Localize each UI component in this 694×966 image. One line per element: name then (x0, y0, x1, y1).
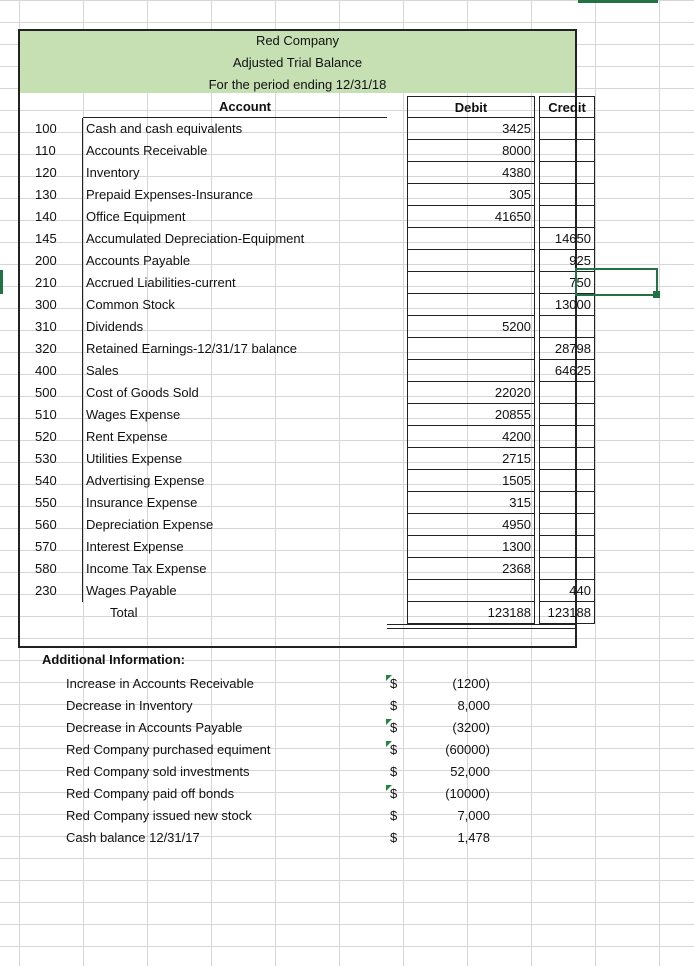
debit-cell[interactable]: 41650 (407, 206, 535, 228)
total-credit-cell[interactable]: 123188 (539, 602, 595, 624)
column-header-row (20, 96, 586, 118)
account-row (20, 140, 575, 162)
credit-cell[interactable] (539, 140, 595, 162)
error-indicator-icon[interactable] (386, 741, 392, 747)
info-label[interactable]: Cash balance 12/31/17 (66, 830, 200, 845)
account-number[interactable]: 570 (35, 539, 57, 554)
selected-cell[interactable] (575, 268, 658, 296)
account-cell-border (82, 316, 83, 338)
account-cell-border (82, 118, 83, 140)
debit-cell[interactable]: 4950 (407, 514, 535, 536)
debit-cell[interactable] (407, 228, 535, 250)
debit-cell[interactable]: 8000 (407, 140, 535, 162)
account-row (20, 382, 575, 404)
report-period: For the period ending 12/31/18 (208, 77, 387, 92)
account-number[interactable]: 145 (35, 231, 57, 246)
account-name[interactable]: Retained Earnings-12/31/17 balance (86, 341, 298, 356)
account-name[interactable]: Depreciation Expense (86, 517, 214, 532)
account-number[interactable]: 580 (35, 561, 57, 576)
credit-cell[interactable] (539, 382, 595, 404)
account-cell-border (82, 360, 83, 382)
fill-handle[interactable] (653, 291, 660, 298)
account-row (20, 294, 591, 316)
account-name[interactable]: Interest Expense (86, 539, 184, 554)
account-number[interactable]: 130 (35, 187, 57, 202)
account-row (20, 448, 575, 470)
info-currency[interactable]: $ (390, 742, 398, 757)
account-name[interactable]: Income Tax Expense (86, 561, 207, 576)
additional-info-title: Additional Information: (42, 652, 185, 667)
account-number[interactable]: 310 (35, 319, 57, 334)
account-name[interactable]: Accrued Liabilities-current (86, 275, 236, 290)
account-number[interactable]: 100 (35, 121, 57, 136)
account-number[interactable]: 560 (35, 517, 57, 532)
account-cell-border (82, 492, 83, 514)
debit-cell[interactable]: 3425 (407, 118, 535, 140)
debit-cell[interactable]: 1505 (407, 470, 535, 492)
info-amount[interactable]: (1200) (452, 676, 490, 691)
account-cell-border (82, 140, 83, 162)
credit-cell[interactable] (539, 162, 595, 184)
debit-cell[interactable]: 2715 (407, 448, 535, 470)
account-name[interactable]: Cash and cash equivalents (86, 121, 243, 136)
credit-column-header[interactable]: Credit (539, 96, 595, 118)
total-label[interactable]: Total (110, 605, 138, 620)
account-number[interactable]: 110 (35, 143, 56, 158)
debit-cell[interactable]: 1300 (407, 536, 535, 558)
account-number[interactable]: 200 (35, 253, 57, 268)
info-currency[interactable]: $ (390, 808, 398, 823)
account-cell-border (82, 162, 83, 184)
account-number[interactable]: 500 (35, 385, 57, 400)
info-amount[interactable]: 52,000 (450, 764, 490, 779)
trial-balance-header (18, 29, 577, 93)
error-indicator-icon[interactable] (386, 719, 392, 725)
debit-cell[interactable]: 5200 (407, 316, 535, 338)
account-row (20, 580, 591, 602)
debit-cell[interactable] (407, 338, 535, 360)
info-item (0, 827, 694, 849)
info-label[interactable]: Red Company issued new stock (66, 808, 252, 823)
report-title: Adjusted Trial Balance (232, 55, 363, 70)
account-row (20, 404, 575, 426)
info-label[interactable]: Increase in Accounts Receivable (66, 676, 254, 691)
company-name: Red Company (255, 33, 340, 48)
account-number[interactable]: 120 (35, 165, 57, 180)
credit-cell[interactable]: 64625 (539, 360, 595, 382)
account-cell-border (82, 558, 83, 580)
account-cell-border (82, 580, 83, 602)
account-number[interactable]: 510 (35, 407, 57, 422)
account-cell-border (82, 272, 83, 294)
account-cell-border (82, 536, 83, 558)
account-name[interactable]: Office Equipment (86, 209, 186, 224)
account-number[interactable]: 320 (35, 341, 57, 356)
debit-cell[interactable]: 22020 (407, 382, 535, 404)
info-currency[interactable]: $ (390, 830, 398, 845)
account-name[interactable]: Common Stock (86, 297, 175, 312)
account-row (20, 536, 575, 558)
account-name[interactable]: Inventory (86, 165, 140, 180)
info-item (0, 805, 694, 827)
credit-cell[interactable]: 750 (539, 272, 595, 294)
debit-cell[interactable] (407, 580, 535, 602)
account-row (20, 206, 575, 228)
credit-cell[interactable] (539, 184, 595, 206)
debit-cell[interactable]: 2368 (407, 558, 535, 580)
account-number[interactable]: 210 (35, 275, 57, 290)
info-amount[interactable]: 8,000 (457, 698, 490, 713)
info-currency[interactable]: $ (390, 786, 398, 801)
credit-cell[interactable] (539, 492, 595, 514)
account-number[interactable]: 520 (35, 429, 57, 444)
credit-cell[interactable]: 14650 (539, 228, 595, 250)
account-number[interactable]: 540 (35, 473, 57, 488)
account-cell-border (82, 228, 83, 250)
info-label[interactable]: Decrease in Accounts Payable (66, 720, 243, 735)
info-currency[interactable]: $ (390, 698, 398, 713)
debit-column-header[interactable]: Debit (407, 96, 535, 118)
debit-cell[interactable]: 20855 (407, 404, 535, 426)
error-indicator-icon[interactable] (386, 675, 392, 681)
account-cell-border (82, 448, 83, 470)
account-row (20, 184, 575, 206)
account-name[interactable]: Utilities Expense (86, 451, 183, 466)
account-name[interactable]: Wages Expense (86, 407, 181, 422)
info-item (0, 739, 694, 761)
debit-cell[interactable]: 315 (407, 492, 535, 514)
total-debit-cell[interactable]: 123188 (407, 602, 535, 624)
credit-cell[interactable]: 925 (539, 250, 595, 272)
account-row (20, 228, 591, 250)
account-name[interactable]: Cost of Goods Sold (86, 385, 199, 400)
info-item (0, 761, 694, 783)
total-double-underline (387, 624, 575, 629)
account-row (20, 316, 575, 338)
credit-cell[interactable] (539, 404, 595, 426)
account-cell-border (82, 470, 83, 492)
info-item (0, 717, 694, 739)
credit-cell[interactable] (539, 470, 595, 492)
account-number[interactable]: 230 (35, 583, 57, 598)
account-number[interactable]: 300 (35, 297, 57, 312)
info-amount[interactable]: (3200) (452, 720, 490, 735)
account-row (20, 338, 591, 360)
account-name[interactable]: Accounts Payable (86, 253, 191, 268)
debit-cell[interactable]: 4200 (407, 426, 535, 448)
info-currency[interactable]: $ (390, 720, 398, 735)
account-row (20, 558, 575, 580)
total-row (20, 602, 591, 624)
info-item (0, 783, 694, 805)
debit-cell[interactable] (407, 250, 535, 272)
credit-cell[interactable]: 28798 (539, 338, 595, 360)
info-label[interactable]: Decrease in Inventory (66, 698, 193, 713)
info-label[interactable]: Red Company paid off bonds (66, 786, 235, 801)
account-row (20, 426, 575, 448)
account-cell-border (82, 206, 83, 228)
credit-cell[interactable] (539, 206, 595, 228)
account-cell-border (82, 404, 83, 426)
account-name[interactable]: Accumulated Depreciation-Equipment (86, 231, 305, 246)
credit-cell[interactable] (539, 514, 595, 536)
info-amount[interactable]: 1,478 (457, 830, 490, 845)
account-row (20, 272, 591, 294)
credit-cell[interactable] (539, 316, 595, 338)
account-row (20, 162, 575, 184)
info-item (0, 673, 694, 695)
account-name[interactable]: Accounts Receivable (86, 143, 208, 158)
credit-cell[interactable] (539, 448, 595, 470)
account-name[interactable]: Rent Expense (86, 429, 168, 444)
account-number[interactable]: 530 (35, 451, 57, 466)
info-currency[interactable]: $ (390, 764, 398, 779)
account-column-header[interactable]: Account (219, 99, 271, 114)
debit-cell[interactable] (407, 360, 535, 382)
account-name[interactable]: Prepaid Expenses-Insurance (86, 187, 253, 202)
account-name[interactable]: Advertising Expense (86, 473, 205, 488)
credit-cell[interactable]: 440 (539, 580, 595, 602)
credit-cell[interactable]: 13000 (539, 294, 595, 316)
account-row (20, 492, 575, 514)
account-cell-border (82, 426, 83, 448)
debit-cell[interactable] (407, 294, 535, 316)
info-label[interactable]: Red Company purchased equiment (66, 742, 271, 757)
account-cell-border (82, 184, 83, 206)
account-name[interactable]: Wages Payable (86, 583, 177, 598)
account-row (20, 514, 575, 536)
credit-cell[interactable] (539, 118, 595, 140)
debit-cell[interactable]: 305 (407, 184, 535, 206)
account-number[interactable]: 400 (35, 363, 57, 378)
debit-cell[interactable] (407, 272, 535, 294)
account-number[interactable]: 140 (35, 209, 57, 224)
row-selection-indicator (0, 270, 3, 294)
account-cell-border (82, 514, 83, 536)
info-item (0, 695, 694, 717)
credit-cell[interactable] (539, 426, 595, 448)
account-cell-border (82, 250, 83, 272)
account-name[interactable]: Insurance Expense (86, 495, 198, 510)
credit-cell[interactable] (539, 536, 595, 558)
account-row (20, 360, 591, 382)
column-selection-indicator (578, 0, 658, 3)
account-name[interactable]: Dividends (86, 319, 144, 334)
info-currency[interactable]: $ (390, 676, 398, 691)
account-cell-border (82, 382, 83, 404)
error-indicator-icon[interactable] (386, 785, 392, 791)
credit-cell[interactable] (539, 558, 595, 580)
info-amount[interactable]: (10000) (445, 786, 490, 801)
debit-cell[interactable]: 4380 (407, 162, 535, 184)
account-row (20, 250, 591, 272)
info-label[interactable]: Red Company sold investments (66, 764, 250, 779)
info-amount[interactable]: (60000) (445, 742, 490, 757)
account-row (20, 470, 575, 492)
account-name[interactable]: Sales (86, 363, 119, 378)
account-cell-border (82, 338, 83, 360)
info-amount[interactable]: 7,000 (457, 808, 490, 823)
account-number[interactable]: 550 (35, 495, 57, 510)
account-row (20, 118, 575, 140)
account-cell-border (82, 294, 83, 316)
